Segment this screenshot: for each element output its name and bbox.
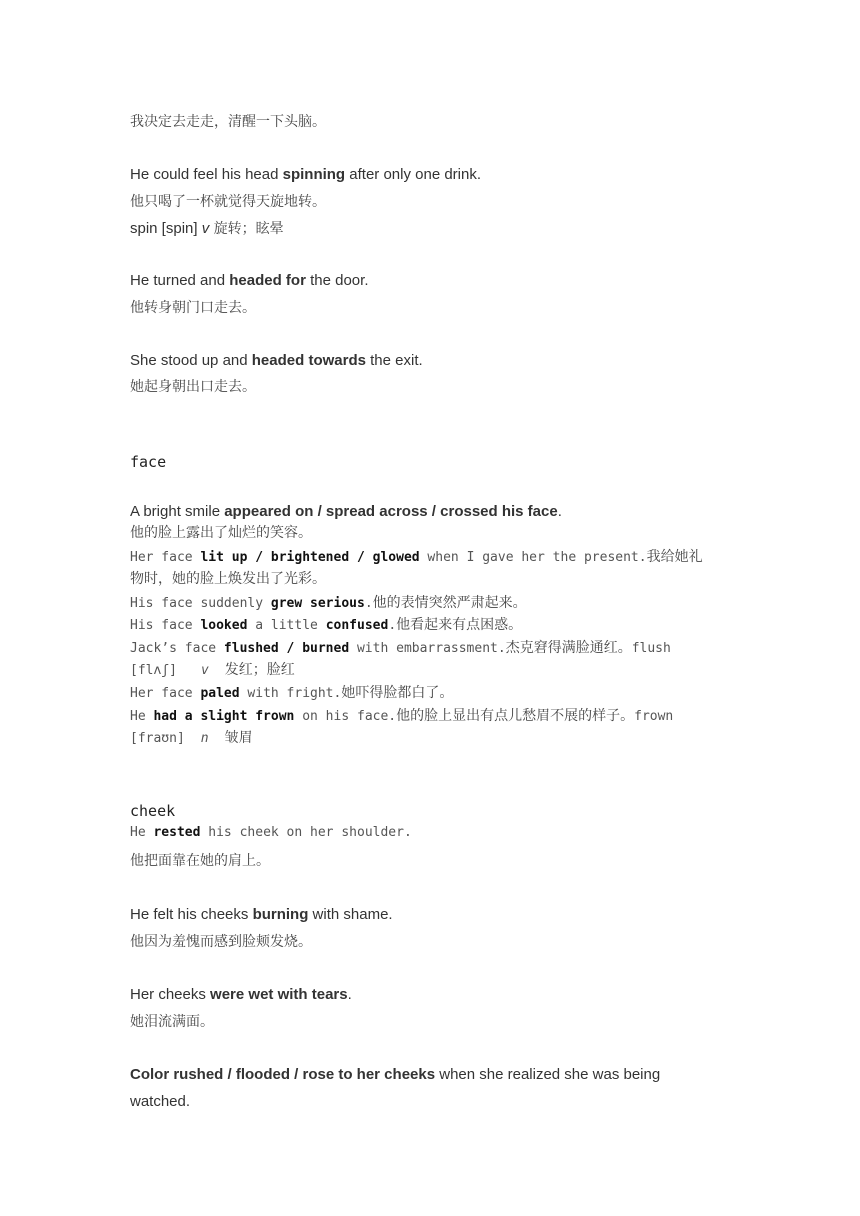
key-phrase: rested xyxy=(153,825,201,840)
phonetic: [fraʊn] xyxy=(130,731,185,746)
sentence-text: after only one drink. xyxy=(345,166,482,183)
sentence-text: He felt his cheeks xyxy=(130,906,253,923)
sentence-text: the exit. xyxy=(365,352,423,369)
vocab-note xyxy=(130,218,284,238)
key-phrase: looked xyxy=(200,618,248,633)
key-phrase: headed towards xyxy=(251,352,366,369)
key-phrase: lit up / brightened / glowed xyxy=(200,550,420,565)
sentence-text: He xyxy=(130,825,154,840)
intro-translation: 我决定去走走，清醒一下头脑。 xyxy=(130,114,326,130)
sentence-text: His face suddenly xyxy=(130,596,271,611)
sentence-text: with embarrassment. xyxy=(349,641,506,656)
translation: 我给她礼 xyxy=(646,549,703,565)
translation: 他转身朝门口走去。 xyxy=(130,300,256,316)
vocab-word: frown xyxy=(634,709,674,724)
translation: 他因为羞愧而感到脸颊发烧。 xyxy=(130,934,312,950)
phonetic: [flʌʃ] xyxy=(130,663,177,678)
example-sentence xyxy=(130,272,369,289)
example-sentence xyxy=(130,614,522,634)
section-heading-face: face xyxy=(130,453,167,471)
sentence-text: . xyxy=(347,986,352,1003)
sentence-text: A bright smile xyxy=(130,503,225,520)
part-of-speech: v xyxy=(200,663,209,678)
key-phrase: had a slight frown xyxy=(153,709,295,724)
sentence-text: Her face xyxy=(130,686,201,701)
key-phrase: burning xyxy=(252,906,309,923)
key-phrase: paled xyxy=(200,686,240,701)
example-sentence xyxy=(130,705,673,725)
vocab-meaning: 旋转；眩晕 xyxy=(209,221,284,237)
example-sentence xyxy=(130,637,671,657)
sentence-text: the door. xyxy=(305,272,369,289)
vocab-meaning: 皱眉 xyxy=(224,730,253,746)
key-phrase: Color rushed / flooded / rose to her cheeks xyxy=(130,1066,436,1083)
sentence-continuation: watched. xyxy=(130,1093,191,1110)
section-heading-cheek: cheek xyxy=(130,802,176,820)
example-sentence xyxy=(130,592,527,612)
key-phrase: flushed / burned xyxy=(223,641,350,656)
translation: 他的表情突然严肃起来。 xyxy=(372,595,527,611)
part-of-speech: v xyxy=(201,220,210,237)
sentence-text: . xyxy=(557,503,562,520)
sentence-text: He could feel his head xyxy=(130,166,283,183)
sentence-text: . xyxy=(388,618,397,633)
sentence-text: His face xyxy=(130,618,201,633)
translation: 物时，她的脸上焕发出了光彩。 xyxy=(130,571,326,587)
sentence-text: . xyxy=(364,596,373,611)
key-phrase: were wet with tears xyxy=(210,986,348,1003)
translation: 他看起来有点困惑。 xyxy=(396,617,523,633)
sentence-text: on his face. xyxy=(294,709,397,724)
key-phrase: spinning xyxy=(282,166,346,183)
sentence-text: when I gave her the present. xyxy=(419,550,647,565)
sentence-text: Jack’s face xyxy=(130,641,224,656)
example-sentence xyxy=(130,906,393,923)
translation: 她泪流满面。 xyxy=(130,1014,214,1030)
key-phrase: headed for xyxy=(229,272,306,289)
vocab-word: flush xyxy=(631,641,671,656)
translation: 他的脸上露出了灿烂的笑容。 xyxy=(130,525,312,541)
translation: 杰克窘得满脸通红。 xyxy=(505,640,632,656)
sentence-text: Her face xyxy=(130,550,201,565)
example-sentence xyxy=(130,503,562,520)
key-phrase: grew serious xyxy=(270,596,365,611)
vocab-word: spin [spin] xyxy=(130,220,202,237)
example-sentence xyxy=(130,352,423,369)
example-sentence xyxy=(130,682,453,702)
sentence-text: He xyxy=(130,709,154,724)
example-sentence xyxy=(130,986,352,1003)
sentence-text: with shame. xyxy=(308,906,393,923)
sentence-text: when she realized she was being xyxy=(435,1066,661,1083)
example-sentence xyxy=(130,825,412,840)
sentence-text: a little xyxy=(247,618,326,633)
translation: 她吓得脸都白了。 xyxy=(341,685,454,701)
vocab-meaning: 发红；脸红 xyxy=(224,662,295,678)
part-of-speech: n xyxy=(200,731,209,746)
sentence-text: with fright. xyxy=(239,686,342,701)
example-sentence xyxy=(130,546,703,566)
translation: 他把面靠在她的肩上。 xyxy=(130,853,270,869)
vocab-note xyxy=(130,659,295,679)
sentence-text: He turned and xyxy=(130,272,230,289)
sentence-text: Her cheeks xyxy=(130,986,211,1003)
example-sentence xyxy=(130,1066,660,1083)
example-sentence xyxy=(130,166,481,183)
key-phrase: appeared on / spread across / crossed his face xyxy=(224,503,558,520)
key-phrase: confused xyxy=(325,618,389,633)
translation: 她起身朝出口走去。 xyxy=(130,379,256,395)
sentence-text: his cheek on her shoulder. xyxy=(200,825,412,840)
vocab-note xyxy=(130,727,253,747)
sentence-text: She stood up and xyxy=(130,352,252,369)
translation: 他只喝了一杯就觉得天旋地转。 xyxy=(130,194,326,210)
translation: 他的脸上显出有点儿愁眉不展的样子。 xyxy=(396,708,635,724)
